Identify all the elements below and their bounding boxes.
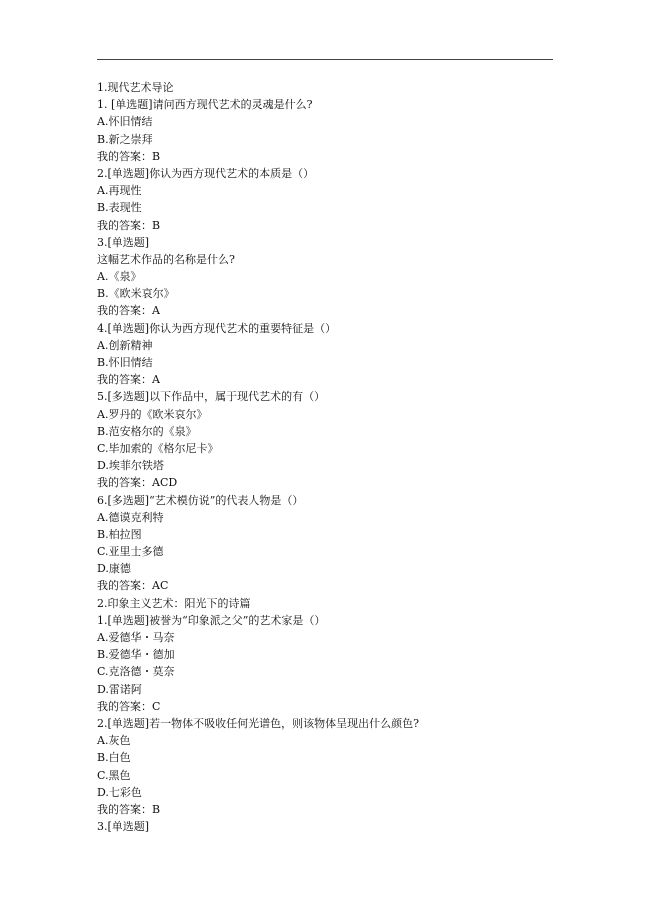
option: B.柏拉图 <box>97 527 142 541</box>
my-answer: 我的答案：B <box>97 218 161 232</box>
option: A.《泉》 <box>97 270 142 284</box>
option: D.雷诺阿 <box>97 682 142 696</box>
my-answer: 我的答案：ACD <box>97 476 178 490</box>
option: B.范安格尔的《泉》 <box>97 424 197 438</box>
option: D.埃菲尔铁塔 <box>97 459 164 473</box>
question: 6.[多选题]“艺术模仿说”的代表人物是（） <box>97 493 304 507</box>
option: B.表现性 <box>97 201 142 215</box>
my-answer: 我的答案：B <box>97 802 161 816</box>
my-answer: 我的答案：A <box>97 373 160 387</box>
option: A.爱德华・马奈 <box>97 631 175 644</box>
my-answer: 我的答案：C <box>97 699 161 713</box>
option: C.毕加索的《格尔尼卡》 <box>97 441 219 455</box>
question: 4.[单选题]你认为西方现代艺术的重要特征是（） <box>97 321 337 335</box>
my-answer: 我的答案：AC <box>97 579 169 593</box>
section-title: 1.现代艺术导论 <box>97 81 174 94</box>
option: B.怀旧情结 <box>97 356 153 369</box>
option: B.白色 <box>97 751 131 765</box>
question: 3.[单选题] <box>97 235 150 249</box>
option: A.罗丹的《欧米哀尔》 <box>97 407 208 421</box>
document-body <box>97 79 557 835</box>
question: 2.[单选题]你认为西方现代艺术的本质是（） <box>97 166 315 180</box>
option: B.新之崇拜 <box>97 132 153 146</box>
question: 5.[多选题]以下作品中，属于现代艺术的有（） <box>97 390 326 404</box>
option: A.怀旧情结 <box>97 115 153 129</box>
question: 3.[单选题] <box>97 820 150 834</box>
option: A.再现性 <box>97 184 142 198</box>
option: D.七彩色 <box>97 785 142 799</box>
question-text: 这幅艺术作品的名称是什么? <box>97 252 235 266</box>
option: A.德谟克利特 <box>97 510 164 524</box>
option: A.创新精神 <box>97 338 153 352</box>
question: 1.[单选题]被誉为“印象派之父”的艺术家是（） <box>97 613 326 627</box>
option: B.爱德华・德加 <box>97 648 175 662</box>
option: C.黑色 <box>97 768 131 782</box>
my-answer: 我的答案：B <box>97 149 161 163</box>
option: C.亚里士多德 <box>97 545 164 559</box>
option: C.克洛德・莫奈 <box>97 665 175 679</box>
question: 2.[单选题]若一物体不吸收任何光谱色，则该物体呈现出什么颜色? <box>97 716 419 730</box>
option: A.灰色 <box>97 734 131 748</box>
option: D.康德 <box>97 562 131 576</box>
section-title: 2.印象主义艺术：阳光下的诗篇 <box>97 596 251 610</box>
my-answer: 我的答案：A <box>97 304 160 318</box>
header-rule <box>97 59 553 60</box>
option: B.《欧米哀尔》 <box>97 287 175 301</box>
question: 1. [单选题]请问西方现代艺术的灵魂是什么? <box>97 98 313 112</box>
